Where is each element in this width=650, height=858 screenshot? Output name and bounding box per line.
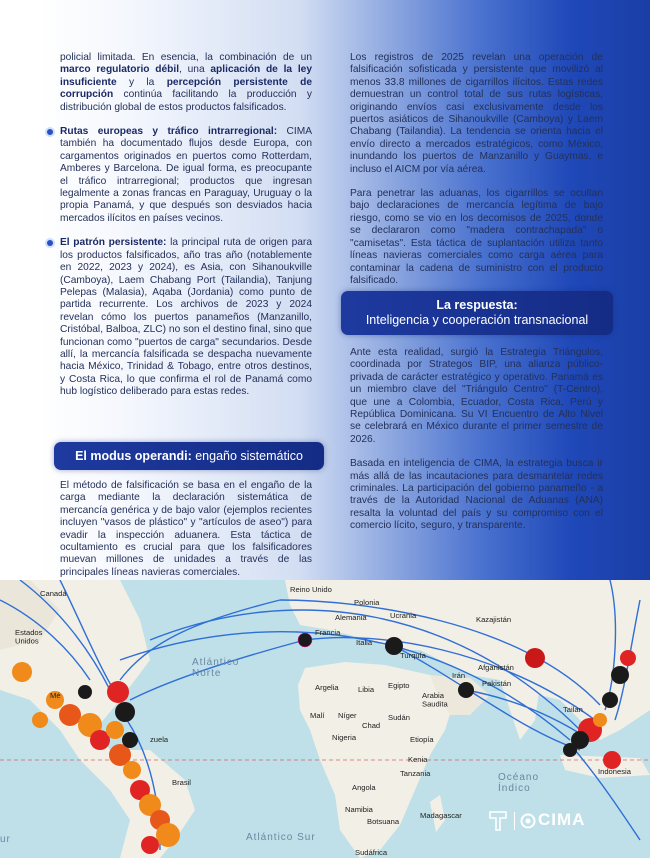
port-dot-red [107, 681, 129, 703]
bullet-rutas-europeas: Rutas europeas y tráfico intrarregional: CIMA también ha documentado flujos desde Europa, con cargamentos originados en puertos como Rotterdam, Amberes y Barcelona. De igual forma, es preocupante el tráfico intrarregional; productos que ingresan legalmente a zonas francas en Paraguay, Uruguay o la propia Panamá, y que después son desviados hacia mercados ilícitos en países vecinos. [60, 126, 312, 225]
label-niger: Níger [338, 711, 357, 720]
port-dot-dark [122, 732, 138, 748]
registros-paragraph: Los registros de 2025 revelan una operación de falsificación sofisticada y persistente que movilizó al menos 33.8 millones de cigarrillos ilícitos. Estas redes demuestran un control total de sus rutas logísticas, originando envíos casi exclusivamente desde los puertos asiáticos de Sihanoukville (Camboya) y Laem Chabang (Tailandia). La tendencia se orienta hacia el envío directo a mercados estratégicos, como México, inundando los puertos de Manzanillo y Guaymas, e incluso el AICM por vía aérea. [350, 52, 603, 175]
label-argelia: Argelia [315, 683, 339, 692]
label-nigeria: Nigeria [332, 733, 357, 742]
cima-logo-icon [520, 813, 536, 829]
label-mexico: Mé [50, 691, 61, 700]
port-dot-orange [106, 721, 124, 739]
label-turquia: Turquía [400, 651, 426, 660]
bullet-dot [47, 240, 53, 246]
label-reino-unido: Reino Unido [290, 585, 332, 594]
label-canada: Canadá [40, 589, 67, 598]
port-dot-dark [78, 685, 92, 699]
port-dot-orange [123, 761, 141, 779]
port-dot-red [525, 648, 545, 668]
label-afganistan: Afganistán [478, 663, 514, 672]
label-sudafrica: Sudáfrica [355, 848, 388, 857]
label-sudan: Sudán [388, 713, 410, 722]
modus-text-block [60, 480, 312, 591]
label-tailandia: Tailan [563, 705, 583, 714]
label-angola: Angola [352, 783, 376, 792]
port-dot-dark [602, 692, 618, 708]
label-tanzania: Tanzania [400, 769, 431, 778]
respuesta-text-block [350, 347, 603, 545]
label-atlantico-sur: Atlántico Sur [246, 832, 316, 843]
respuesta-banner: La respuesta: Inteligencia y cooperación transnacional [341, 291, 613, 335]
label-pacifico-sur: ur [0, 834, 11, 845]
label-iran: Irán [452, 671, 466, 680]
inteligencia-paragraph: Basada en inteligencia de CIMA, la estrategia busca ir más allá de las incautaciones para desmantelar redes criminales. La participación del gobierno panameño - a través de la Autoridad Nacional de Aduanas (ANA) resalta la voluntad del país y su compromiso con el comercio lícito, seguro, y transparente. [350, 458, 603, 532]
label-polonia: Polonia [354, 598, 380, 607]
label-libia: Libia [358, 685, 375, 694]
label-egipto: Egipto [388, 681, 410, 690]
left-column [60, 52, 312, 411]
label-brasil: Brasil [172, 778, 191, 787]
label-mali: Malí [310, 711, 325, 720]
bullet-patron-persistente: El patrón persistente: la principal ruta de origen para los productos falsificados, año tras año (notablemente en 2022, 2023 y 2024), es Asia, con Sihanoukville (Camboya), Laem Chabang Port (Tailandia), Tanjung Pelepas (Malasia), Aqaba (Jordania) como punto de partida recurrente. Los archivos de 2023 y 2024 revelan cómo los puertos panameños (Manzanillo, Cristóbal, Balboa, ZLC) no son el destino final, sino que funcionan como "puertos de carga" secundarios. Desde allí, la mercancía falsificada se despacha nuevamente hacia México, Trinidad & Tobago, entre otros destinos, y Costa Rica, lo que confirma el rol de Panamá como hub logístico deliberado para estas redes. [60, 237, 312, 398]
partner-logo-icon [488, 810, 508, 832]
label-chad: Chad [362, 721, 381, 730]
label-venezuela: zuela [150, 735, 169, 744]
label-botsuana: Botsuana [367, 817, 400, 826]
aduanas-paragraph: Para penetrar las aduanas, los cigarrillos se ocultan bajo declaraciones de mercancía legítima de bajo riesgo, como se vio en los decomisos de 2025, donde se declararon como "madera contrachapada" o "camisetas". Esta táctica de suplantación utiliza tanto líneas navieras comerciales como carga aérea para contaminar la cadena de suministro con el producto falsificado. [350, 188, 603, 286]
port-dot-orange [59, 704, 81, 726]
label-oceano-indico: Océano Índico [498, 772, 540, 794]
label-etiopia: Etiopía [410, 735, 434, 744]
label-ucrania: Ucrania [390, 611, 417, 620]
port-dot-dark [611, 666, 629, 684]
port-dot-orange [32, 712, 48, 728]
label-kenia: Kenia [408, 755, 428, 764]
port-dot-dark [563, 743, 577, 757]
port-dot-orange [12, 662, 32, 682]
modus-paragraph: El método de falsificación se basa en el engaño de la carga mediante la declaración sistemática de mercancía genérica y de bajo valor (ejemplos recientes incluyen "vasos de plástico" y "artículos de aseo") para evadir la inspección aduanera. Esta táctica de ocultamiento es crucial para que los falsificadores muevan millones de unidades a través de las principales líneas navieras comerciales. [60, 480, 312, 578]
modus-operandi-banner: El modus operandi: engaño sistemático [54, 442, 324, 470]
port-dot-dark [458, 682, 474, 698]
label-pakistan: Pakistán [482, 679, 512, 688]
port-dot-dark [298, 633, 312, 647]
port-dot-dark [115, 702, 135, 722]
port-dot-red [620, 650, 636, 666]
port-dot-orange [156, 823, 180, 847]
intro-paragraph: policial limitada. En esencia, la combinación de un marco regulatorio débil, una aplicación de la ley insuficiente y la percepción persistente de corrupción continúa facilitando la producción y distribución global de estos productos falsificados. [60, 52, 313, 113]
port-dot-red [141, 836, 159, 854]
label-madagascar: Madagascar [420, 811, 462, 820]
label-kazajistan: Kazajistán [476, 615, 512, 624]
label-namibia: Namibia [345, 805, 373, 814]
label-italia: Italia [356, 638, 373, 647]
cima-logo-text: CIMA [538, 810, 586, 829]
label-indonesia: Indonesia [598, 767, 631, 776]
footer-logos [488, 808, 608, 834]
logo-divider [514, 812, 515, 830]
label-estados-unidos: Estados Unidos [15, 628, 43, 646]
bullet-dot [47, 129, 53, 135]
estrategia-paragraph: Ante esta realidad, surgió la Estrategia Triángulos, coordinada por Strategos BIP, una alianza público-privada de carácter estratégico y operativo. Panamá es un miembro clave del "Triángulo Centro" (T-Centro), que une a Colombia, Ecuador, Costa Rica, Perú y República Dominicana. Su VI Encuentro de Alto Nivel se celebrará en México durante el primer semestre de 2026. [350, 347, 603, 445]
right-column [350, 52, 603, 299]
label-alemania: Alemania [335, 613, 367, 622]
label-francia: Francia [315, 628, 341, 637]
label-arabia-saudita: Arabia Saudita [422, 691, 448, 709]
port-dot-orange [593, 713, 607, 727]
label-atlantico-norte: Atlántico Norte [192, 657, 240, 679]
